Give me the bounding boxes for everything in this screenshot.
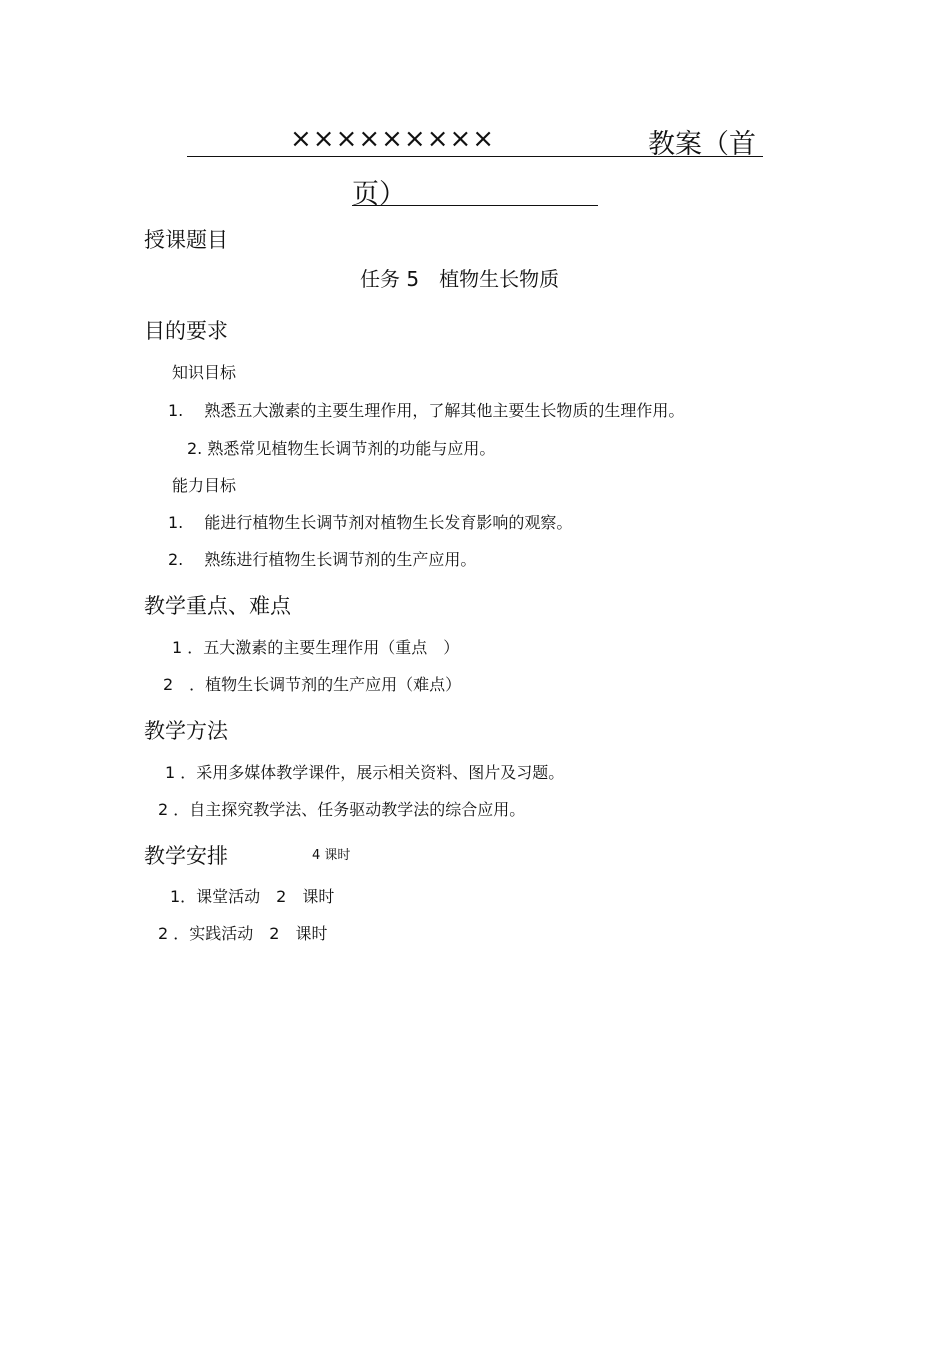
objectives-heading: 目的要求	[144, 319, 228, 343]
document-title-line1	[187, 122, 763, 160]
document-title-line2	[352, 172, 598, 210]
ability-heading: 能力目标	[172, 476, 237, 495]
key-points-heading: 教学重点、难点	[144, 594, 291, 618]
ability-item: 1. 能进行植物生长调节剂对植物生长发育影响的观察。	[168, 513, 573, 532]
key-point-item: 1 ．五大激素的主要生理作用（重点 ）	[172, 638, 460, 657]
ability-item: 2. 熟练进行植物生长调节剂的生产应用。	[168, 550, 477, 569]
schedule-item: 1．课堂活动 2 课时	[170, 887, 335, 906]
methods-heading: 教学方法	[144, 719, 228, 743]
title-label-part2: 页）	[352, 179, 406, 210]
knowledge-heading: 知识目标	[172, 363, 237, 382]
schedule-item: 2 ．实践活动 2 课时	[158, 924, 328, 943]
title-placeholder: ×××××××××	[290, 124, 496, 154]
method-item: 1 ．采用多媒体教学课件，展示相关资料、图片及习题。	[165, 763, 565, 782]
schedule-total: 4 课时	[312, 848, 351, 863]
course-topic-heading: 授课题目	[144, 228, 228, 252]
method-item: 2 ．自主探究教学法、任务驱动教学法的综合应用。	[158, 800, 526, 819]
knowledge-item: 2. 熟悉常见植物生长调节剂的功能与应用。	[187, 439, 496, 458]
title-label-part1: 教案（首	[648, 129, 756, 160]
key-point-item: 2 ．植物生长调节剂的生产应用（难点）	[163, 675, 462, 694]
schedule-heading: 教学安排	[144, 844, 228, 868]
course-task: 任务 5 植物生长物质	[360, 267, 560, 291]
knowledge-item: 1. 熟悉五大激素的主要生理作用，了解其他主要生长物质的生理作用。	[168, 401, 685, 420]
